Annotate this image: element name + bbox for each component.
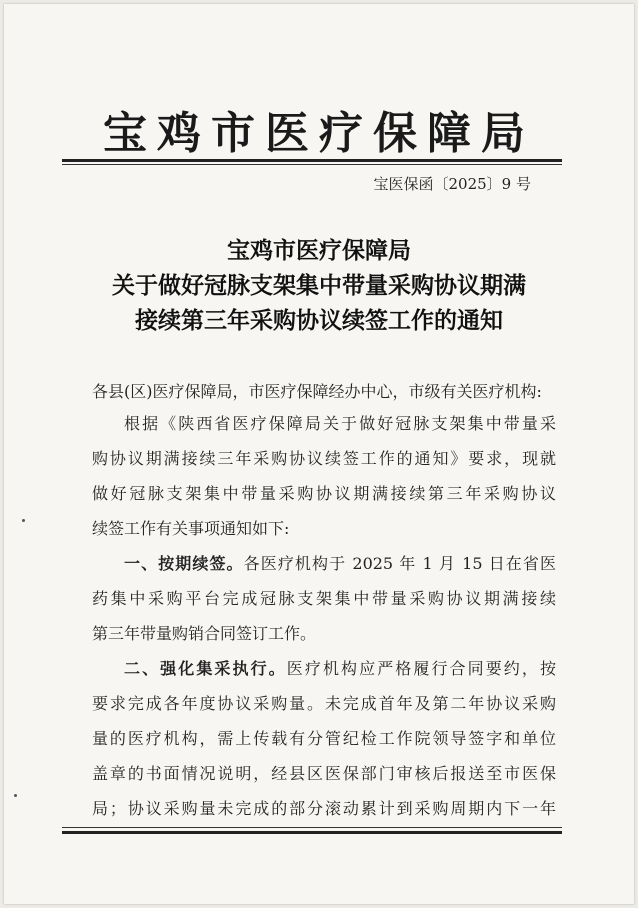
addressee-line: 各县(区)医疗保障局，市医疗保障经办中心，市级有关医疗机构: <box>92 382 542 401</box>
item2-heading: 二、强化集采执行。 <box>124 659 287 678</box>
intro-line-3: 做好冠脉支架集中带量采购协议期满接续第三年采购协议 <box>92 484 556 503</box>
intro-line-4: 续签工作有关事项通知如下: <box>92 519 290 538</box>
item1-line-2: 药集中采购平台完成冠脉支架集中带量采购协议期满接续 <box>92 589 556 608</box>
footer-divider-thick <box>62 831 562 834</box>
header-divider-thick <box>62 159 562 162</box>
scan-speck <box>22 519 25 522</box>
footer-divider-thin <box>62 827 562 828</box>
notice-title-line-2: 关于做好冠脉支架集中带量采购协议期满 <box>112 272 526 299</box>
item2-line-3: 量的医疗机构，需上传载有分管纪检工作院领导签字和单位 <box>92 729 556 748</box>
item1-line-3: 第三年带量购销合同签订工作。 <box>92 624 317 643</box>
scan-speck <box>14 794 17 797</box>
item2-line-2: 要求完成各年度协议采购量。未完成首年及第二年协议采购 <box>92 694 556 713</box>
notice-title-line-1: 宝鸡市医疗保障局 <box>227 237 411 264</box>
agency-header-title: 宝鸡市医疗保障局 <box>103 108 535 159</box>
item2-line-1 <box>124 659 556 679</box>
item1-line-1 <box>124 554 556 574</box>
notice-title-line-3: 接续第三年采购协议续签工作的通知 <box>135 307 503 334</box>
header-divider-thin <box>62 164 562 165</box>
item1-heading: 一、按期续签。 <box>124 554 244 573</box>
intro-line-2: 购协议期满接续三年采购协议续签工作的通知》要求，现就 <box>92 449 556 468</box>
item2-line-5: 局；协议采购量未完成的部分滚动累计到采购周期内下一年 <box>92 799 556 818</box>
document-number: 宝医保函〔2025〕9 号 <box>373 175 531 193</box>
item1-first-text: 各医疗机构于 2025 年 1 月 15 日在省医 <box>243 554 556 573</box>
document-page <box>4 4 634 904</box>
item2-line-4: 盖章的书面情况说明，经县区医保部门审核后报送至市医保 <box>92 764 556 783</box>
intro-line-1: 根据《陕西省医疗保障局关于做好冠脉支架集中带量采 <box>124 414 556 433</box>
item2-first-text: 医疗机构应严格履行合同要约，按 <box>286 659 556 678</box>
